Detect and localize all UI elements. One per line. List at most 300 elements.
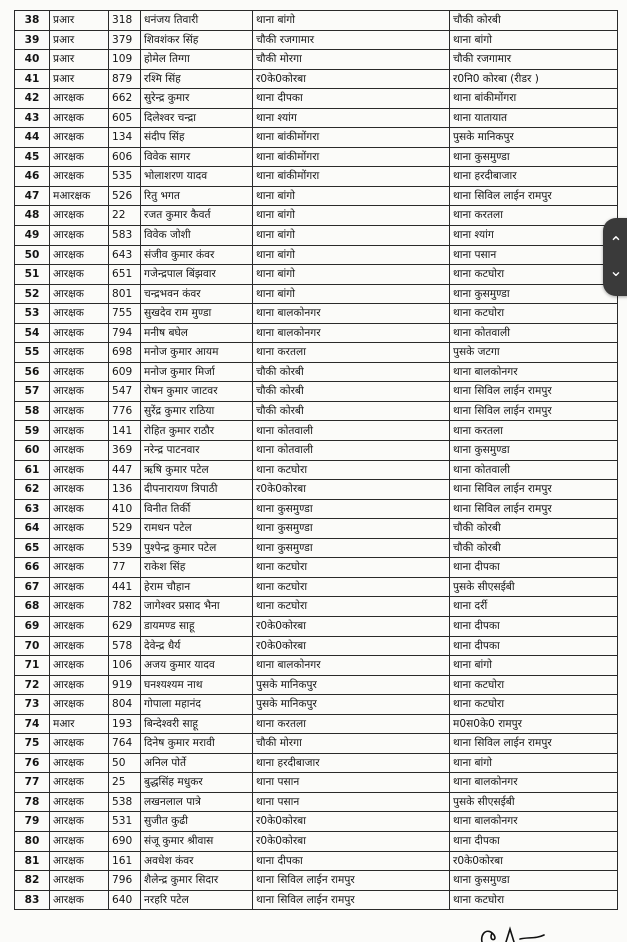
from-posting-cell: थाना कोतवाली: [253, 441, 450, 461]
to-posting-cell: थाना बालकोनगर: [450, 812, 618, 832]
badge-number-cell: 583: [109, 226, 141, 246]
table-row: [15, 362, 618, 382]
rank-cell: आरक्षक: [50, 890, 109, 910]
serial-number-cell: 82: [15, 871, 50, 891]
from-posting-cell: चौकी कोरबी: [253, 362, 450, 382]
badge-number-cell: 643: [109, 245, 141, 265]
to-posting-cell: थाना कटघोरा: [450, 675, 618, 695]
badge-number-cell: 161: [109, 851, 141, 871]
name-cell: रामधन पटेल: [141, 519, 253, 539]
rank-cell: प्रआर: [50, 11, 109, 31]
rank-cell: आरक्षक: [50, 441, 109, 461]
rank-cell: आरक्षक: [50, 753, 109, 773]
from-posting-cell: थाना श्यांग: [253, 108, 450, 128]
serial-number-cell: 63: [15, 499, 50, 519]
from-posting-cell: थाना करतला: [253, 714, 450, 734]
badge-number-cell: 782: [109, 597, 141, 617]
badge-number-cell: 134: [109, 128, 141, 148]
name-cell: सुजीत कुढी: [141, 812, 253, 832]
name-cell: रितु भगत: [141, 186, 253, 206]
rank-cell: आरक्षक: [50, 792, 109, 812]
table-row: [15, 812, 618, 832]
badge-number-cell: 22: [109, 206, 141, 226]
serial-number-cell: 47: [15, 186, 50, 206]
from-posting-cell: थाना कटघोरा: [253, 558, 450, 578]
badge-number-cell: 50: [109, 753, 141, 773]
rank-cell: आरक्षक: [50, 656, 109, 676]
table-row: [15, 871, 618, 891]
name-cell: बुद्धसिंह मधुकर: [141, 773, 253, 793]
name-cell: बिन्देश्वरी साहू: [141, 714, 253, 734]
table-row: [15, 695, 618, 715]
table-row: [15, 753, 618, 773]
table-row: [15, 792, 618, 812]
badge-number-cell: 25: [109, 773, 141, 793]
name-cell: अनिल पोर्ते: [141, 753, 253, 773]
rank-cell: आरक्षक: [50, 89, 109, 109]
to-posting-cell: थाना सिविल लाईन रामपुर: [450, 382, 618, 402]
name-cell: विवेक सागर: [141, 147, 253, 167]
rank-cell: आरक्षक: [50, 558, 109, 578]
from-posting-cell: थाना बांगो: [253, 245, 450, 265]
serial-number-cell: 46: [15, 167, 50, 187]
rank-cell: आरक्षक: [50, 695, 109, 715]
serial-number-cell: 70: [15, 636, 50, 656]
from-posting-cell: पुसके मानिकपुर: [253, 695, 450, 715]
badge-number-cell: 698: [109, 343, 141, 363]
to-posting-cell: म0स0के0 रामपुर: [450, 714, 618, 734]
rank-cell: मआर: [50, 714, 109, 734]
rank-cell: आरक्षक: [50, 577, 109, 597]
to-posting-cell: पुसके सीएसईबी: [450, 577, 618, 597]
to-posting-cell: थाना दीपका: [450, 831, 618, 851]
to-posting-cell: थाना पसान: [450, 245, 618, 265]
rank-cell: आरक्षक: [50, 147, 109, 167]
rank-cell: आरक्षक: [50, 597, 109, 617]
rank-cell: आरक्षक: [50, 636, 109, 656]
from-posting-cell: थाना कुसमुण्डा: [253, 519, 450, 539]
from-posting-cell: चौकी कोरबी: [253, 382, 450, 402]
serial-number-cell: 80: [15, 831, 50, 851]
to-posting-cell: थाना करतला: [450, 421, 618, 441]
signature-mark: [470, 915, 570, 942]
serial-number-cell: 74: [15, 714, 50, 734]
badge-number-cell: 629: [109, 616, 141, 636]
table-row: [15, 11, 618, 31]
table-row: [15, 636, 618, 656]
rank-cell: आरक्षक: [50, 831, 109, 851]
serial-number-cell: 77: [15, 773, 50, 793]
badge-number-cell: 526: [109, 186, 141, 206]
from-posting-cell: थाना बांगो: [253, 11, 450, 31]
serial-number-cell: 83: [15, 890, 50, 910]
table-row: [15, 108, 618, 128]
rank-cell: आरक्षक: [50, 128, 109, 148]
rank-cell: आरक्षक: [50, 421, 109, 441]
name-cell: पुश्पेन्द्र कुमार पटेल: [141, 538, 253, 558]
from-posting-cell: चौकी मोरगा: [253, 734, 450, 754]
name-cell: मनोज कुमार मिर्जा: [141, 362, 253, 382]
from-posting-cell: थाना सिविल लाईन रामपुर: [253, 871, 450, 891]
table-row: [15, 714, 618, 734]
rank-cell: आरक्षक: [50, 108, 109, 128]
badge-number-cell: 447: [109, 460, 141, 480]
name-cell: नरहरि पटेल: [141, 890, 253, 910]
table-row: [15, 831, 618, 851]
table-row: [15, 421, 618, 441]
table-row: [15, 167, 618, 187]
to-posting-cell: थाना करतला: [450, 206, 618, 226]
badge-number-cell: 77: [109, 558, 141, 578]
badge-number-cell: 141: [109, 421, 141, 441]
name-cell: संदीप सिंह: [141, 128, 253, 148]
badge-number-cell: 776: [109, 401, 141, 421]
badge-number-cell: 193: [109, 714, 141, 734]
to-posting-cell: चौकी कोरबी: [450, 11, 618, 31]
table-row: [15, 206, 618, 226]
rank-cell: आरक्षक: [50, 480, 109, 500]
rank-cell: आरक्षक: [50, 167, 109, 187]
serial-number-cell: 49: [15, 226, 50, 246]
table-row: [15, 675, 618, 695]
to-posting-cell: थाना सिविल लाईन रामपुर: [450, 499, 618, 519]
serial-number-cell: 43: [15, 108, 50, 128]
rank-cell: आरक्षक: [50, 734, 109, 754]
name-cell: चन्द्रभवन कंवर: [141, 284, 253, 304]
to-posting-cell: पुसके सीएसईबी: [450, 792, 618, 812]
table-row: [15, 186, 618, 206]
badge-number-cell: 640: [109, 890, 141, 910]
table-row: [15, 480, 618, 500]
serial-number-cell: 50: [15, 245, 50, 265]
to-posting-cell: थाना कटघोरा: [450, 304, 618, 324]
serial-number-cell: 78: [15, 792, 50, 812]
name-cell: सुरेन्द्र कुमार: [141, 89, 253, 109]
name-cell: राकेश सिंह: [141, 558, 253, 578]
to-posting-cell: थाना बांकीमोंगरा: [450, 89, 618, 109]
badge-number-cell: 539: [109, 538, 141, 558]
table-row: [15, 69, 618, 89]
table-row: [15, 851, 618, 871]
table-row: [15, 499, 618, 519]
table-row: [15, 30, 618, 50]
from-posting-cell: थाना बालकोनगर: [253, 656, 450, 676]
badge-number-cell: 651: [109, 265, 141, 285]
to-posting-cell: थाना बालकोनगर: [450, 362, 618, 382]
name-cell: घनश्यश्यम नाथ: [141, 675, 253, 695]
to-posting-cell: थाना बांगो: [450, 753, 618, 773]
table-row: [15, 538, 618, 558]
from-posting-cell: थाना बांगो: [253, 226, 450, 246]
name-cell: शैलेन्द्र कुमार सिदार: [141, 871, 253, 891]
from-posting-cell: थाना बांकीमोंगरा: [253, 128, 450, 148]
rank-cell: आरक्षक: [50, 401, 109, 421]
table-row: [15, 656, 618, 676]
to-posting-cell: थाना दीपका: [450, 636, 618, 656]
table-row: [15, 265, 618, 285]
serial-number-cell: 44: [15, 128, 50, 148]
serial-number-cell: 48: [15, 206, 50, 226]
to-posting-cell: थाना कुसमुण्डा: [450, 147, 618, 167]
from-posting-cell: थाना पसान: [253, 792, 450, 812]
from-posting-cell: थाना कुसमुण्डा: [253, 538, 450, 558]
table-row: [15, 734, 618, 754]
rank-cell: मआरक्षक: [50, 186, 109, 206]
name-cell: अजय कुमार यादव: [141, 656, 253, 676]
name-cell: ऋषि कुमार पटेल: [141, 460, 253, 480]
serial-number-cell: 68: [15, 597, 50, 617]
serial-number-cell: 54: [15, 323, 50, 343]
serial-number-cell: 39: [15, 30, 50, 50]
from-posting-cell: थाना हरदीबाजार: [253, 753, 450, 773]
to-posting-cell: थाना कुसमुण्डा: [450, 871, 618, 891]
rank-cell: आरक्षक: [50, 675, 109, 695]
badge-number-cell: 755: [109, 304, 141, 324]
from-posting-cell: थाना बालकोनगर: [253, 304, 450, 324]
to-posting-cell: र0नि0 कोरबा (रीडर ): [450, 69, 618, 89]
to-posting-cell: थाना सिविल लाईन रामपुर: [450, 186, 618, 206]
table-row: [15, 577, 618, 597]
name-cell: दिनेष कुमार मरावी: [141, 734, 253, 754]
to-posting-cell: थाना दीपका: [450, 558, 618, 578]
table-row: [15, 558, 618, 578]
to-posting-cell: थाना कोतवाली: [450, 460, 618, 480]
to-posting-cell: थाना सिविल लाईन रामपुर: [450, 734, 618, 754]
serial-number-cell: 52: [15, 284, 50, 304]
serial-number-cell: 64: [15, 519, 50, 539]
name-cell: गजेन्द्रपाल बिंझवार: [141, 265, 253, 285]
table-row: [15, 128, 618, 148]
name-cell: दीपनारायण त्रिपाठी: [141, 480, 253, 500]
badge-number-cell: 136: [109, 480, 141, 500]
badge-number-cell: 547: [109, 382, 141, 402]
to-posting-cell: चौकी कोरबी: [450, 519, 618, 539]
name-cell: संजीव कुमार कंवर: [141, 245, 253, 265]
badge-number-cell: 318: [109, 11, 141, 31]
badge-number-cell: 804: [109, 695, 141, 715]
name-cell: लखनलाल पात्रे: [141, 792, 253, 812]
serial-number-cell: 45: [15, 147, 50, 167]
serial-number-cell: 60: [15, 441, 50, 461]
serial-number-cell: 69: [15, 616, 50, 636]
name-cell: संजू कुमार श्रीवास: [141, 831, 253, 851]
name-cell: विवेक जोशी: [141, 226, 253, 246]
rank-cell: आरक्षक: [50, 362, 109, 382]
rank-cell: आरक्षक: [50, 773, 109, 793]
serial-number-cell: 58: [15, 401, 50, 421]
rank-cell: आरक्षक: [50, 812, 109, 832]
badge-number-cell: 605: [109, 108, 141, 128]
to-posting-cell: र0के0कोरबा: [450, 851, 618, 871]
table-row: [15, 245, 618, 265]
rank-cell: आरक्षक: [50, 323, 109, 343]
from-posting-cell: थाना करतला: [253, 343, 450, 363]
name-cell: रजत कुमार कैवर्त: [141, 206, 253, 226]
badge-number-cell: 109: [109, 50, 141, 70]
table-row: [15, 597, 618, 617]
name-cell: जागेश्वर प्रसाद भैना: [141, 597, 253, 617]
from-posting-cell: थाना कोतवाली: [253, 421, 450, 441]
serial-number-cell: 57: [15, 382, 50, 402]
from-posting-cell: र0के0कोरबा: [253, 831, 450, 851]
rank-cell: आरक्षक: [50, 460, 109, 480]
badge-number-cell: 529: [109, 519, 141, 539]
name-cell: रोषन कुमार जाटवर: [141, 382, 253, 402]
serial-number-cell: 66: [15, 558, 50, 578]
badge-number-cell: 578: [109, 636, 141, 656]
from-posting-cell: चौकी मोरगा: [253, 50, 450, 70]
from-posting-cell: थाना कटघोरा: [253, 460, 450, 480]
from-posting-cell: थाना कुसमुण्डा: [253, 499, 450, 519]
name-cell: सुरेंद्र कुमार राठिया: [141, 401, 253, 421]
badge-number-cell: 919: [109, 675, 141, 695]
name-cell: धनंजय तिवारी: [141, 11, 253, 31]
rank-cell: आरक्षक: [50, 284, 109, 304]
from-posting-cell: थाना बांगो: [253, 284, 450, 304]
name-cell: देवेन्द्र धैर्य: [141, 636, 253, 656]
to-posting-cell: थाना कटघोरा: [450, 695, 618, 715]
rank-cell: आरक्षक: [50, 499, 109, 519]
from-posting-cell: थाना पसान: [253, 773, 450, 793]
serial-number-cell: 56: [15, 362, 50, 382]
to-posting-cell: थाना कुसमुण्डा: [450, 284, 618, 304]
from-posting-cell: र0के0कोरबा: [253, 812, 450, 832]
badge-number-cell: 535: [109, 167, 141, 187]
to-posting-cell: थाना श्यांग: [450, 226, 618, 246]
table-row: [15, 323, 618, 343]
rank-cell: आरक्षक: [50, 304, 109, 324]
badge-number-cell: 662: [109, 89, 141, 109]
from-posting-cell: चौकी रजगामार: [253, 30, 450, 50]
badge-number-cell: 606: [109, 147, 141, 167]
from-posting-cell: र0के0कोरबा: [253, 636, 450, 656]
badge-number-cell: 369: [109, 441, 141, 461]
to-posting-cell: थाना बालकोनगर: [450, 773, 618, 793]
serial-number-cell: 81: [15, 851, 50, 871]
name-cell: हेराम चौहान: [141, 577, 253, 597]
table-row: [15, 773, 618, 793]
chevron-down-icon[interactable]: ⌄: [609, 261, 623, 280]
serial-number-cell: 76: [15, 753, 50, 773]
rank-cell: आरक्षक: [50, 851, 109, 871]
to-posting-cell: चौकी रजगामार: [450, 50, 618, 70]
name-cell: अवधेश कंवर: [141, 851, 253, 871]
page-scroll-control: [603, 218, 627, 296]
to-posting-cell: थाना बांगो: [450, 30, 618, 50]
rank-cell: आरक्षक: [50, 245, 109, 265]
table-row: [15, 89, 618, 109]
rank-cell: आरक्षक: [50, 265, 109, 285]
name-cell: भोलाशरण यादव: [141, 167, 253, 187]
from-posting-cell: थाना कटघोरा: [253, 597, 450, 617]
to-posting-cell: चौकी कोरबी: [450, 538, 618, 558]
badge-number-cell: 106: [109, 656, 141, 676]
table-row: [15, 284, 618, 304]
to-posting-cell: थाना कटघोरा: [450, 265, 618, 285]
rank-cell: आरक्षक: [50, 538, 109, 558]
badge-number-cell: 764: [109, 734, 141, 754]
badge-number-cell: 879: [109, 69, 141, 89]
badge-number-cell: 379: [109, 30, 141, 50]
chevron-up-icon[interactable]: ⌃: [609, 233, 623, 252]
badge-number-cell: 538: [109, 792, 141, 812]
from-posting-cell: र0के0कोरबा: [253, 480, 450, 500]
rank-cell: प्रआर: [50, 50, 109, 70]
rank-cell: आरक्षक: [50, 871, 109, 891]
serial-number-cell: 71: [15, 656, 50, 676]
serial-number-cell: 72: [15, 675, 50, 695]
from-posting-cell: थाना दीपका: [253, 851, 450, 871]
to-posting-cell: थाना बांगो: [450, 656, 618, 676]
name-cell: विनीत तिर्की: [141, 499, 253, 519]
serial-number-cell: 62: [15, 480, 50, 500]
badge-number-cell: 609: [109, 362, 141, 382]
to-posting-cell: थाना हरदीबाजार: [450, 167, 618, 187]
to-posting-cell: पुसके मानिकपुर: [450, 128, 618, 148]
name-cell: रोहित कुमार राठौर: [141, 421, 253, 441]
from-posting-cell: थाना बांकीमोंगरा: [253, 167, 450, 187]
to-posting-cell: थाना सिविल लाईन रामपुर: [450, 480, 618, 500]
table-row: [15, 382, 618, 402]
badge-number-cell: 690: [109, 831, 141, 851]
from-posting-cell: चौकी कोरबी: [253, 401, 450, 421]
name-cell: गोपाला महानंद: [141, 695, 253, 715]
from-posting-cell: पुसके मानिकपुर: [253, 675, 450, 695]
from-posting-cell: थाना बालकोनगर: [253, 323, 450, 343]
from-posting-cell: र0के0कोरबा: [253, 616, 450, 636]
table-row: [15, 50, 618, 70]
from-posting-cell: थाना बांगो: [253, 265, 450, 285]
serial-number-cell: 61: [15, 460, 50, 480]
serial-number-cell: 67: [15, 577, 50, 597]
from-posting-cell: थाना बांगो: [253, 186, 450, 206]
name-cell: नरेन्द्र पाटनवार: [141, 441, 253, 461]
serial-number-cell: 53: [15, 304, 50, 324]
name-cell: दिलेश्वर चन्द्रा: [141, 108, 253, 128]
rank-cell: आरक्षक: [50, 206, 109, 226]
rank-cell: आरक्षक: [50, 616, 109, 636]
rank-cell: आरक्षक: [50, 343, 109, 363]
table-row: [15, 343, 618, 363]
table-row: [15, 226, 618, 246]
serial-number-cell: 41: [15, 69, 50, 89]
to-posting-cell: थाना कुसमुण्डा: [450, 441, 618, 461]
table-row: [15, 304, 618, 324]
serial-number-cell: 65: [15, 538, 50, 558]
from-posting-cell: र0के0कोरबा: [253, 69, 450, 89]
rank-cell: आरक्षक: [50, 519, 109, 539]
serial-number-cell: 40: [15, 50, 50, 70]
from-posting-cell: थाना दीपका: [253, 89, 450, 109]
rank-cell: प्रआर: [50, 30, 109, 50]
rank-cell: प्रआर: [50, 69, 109, 89]
badge-number-cell: 796: [109, 871, 141, 891]
from-posting-cell: थाना बांगो: [253, 206, 450, 226]
name-cell: रश्मि सिंह: [141, 69, 253, 89]
to-posting-cell: पुसके जटगा: [450, 343, 618, 363]
serial-number-cell: 38: [15, 11, 50, 31]
serial-number-cell: 55: [15, 343, 50, 363]
serial-number-cell: 73: [15, 695, 50, 715]
serial-number-cell: 79: [15, 812, 50, 832]
table-row: [15, 441, 618, 461]
table-row: [15, 460, 618, 480]
rank-cell: आरक्षक: [50, 226, 109, 246]
serial-number-cell: 42: [15, 89, 50, 109]
name-cell: डायमण्ड साहू: [141, 616, 253, 636]
to-posting-cell: थाना दीपका: [450, 616, 618, 636]
name-cell: मनीष बघेल: [141, 323, 253, 343]
